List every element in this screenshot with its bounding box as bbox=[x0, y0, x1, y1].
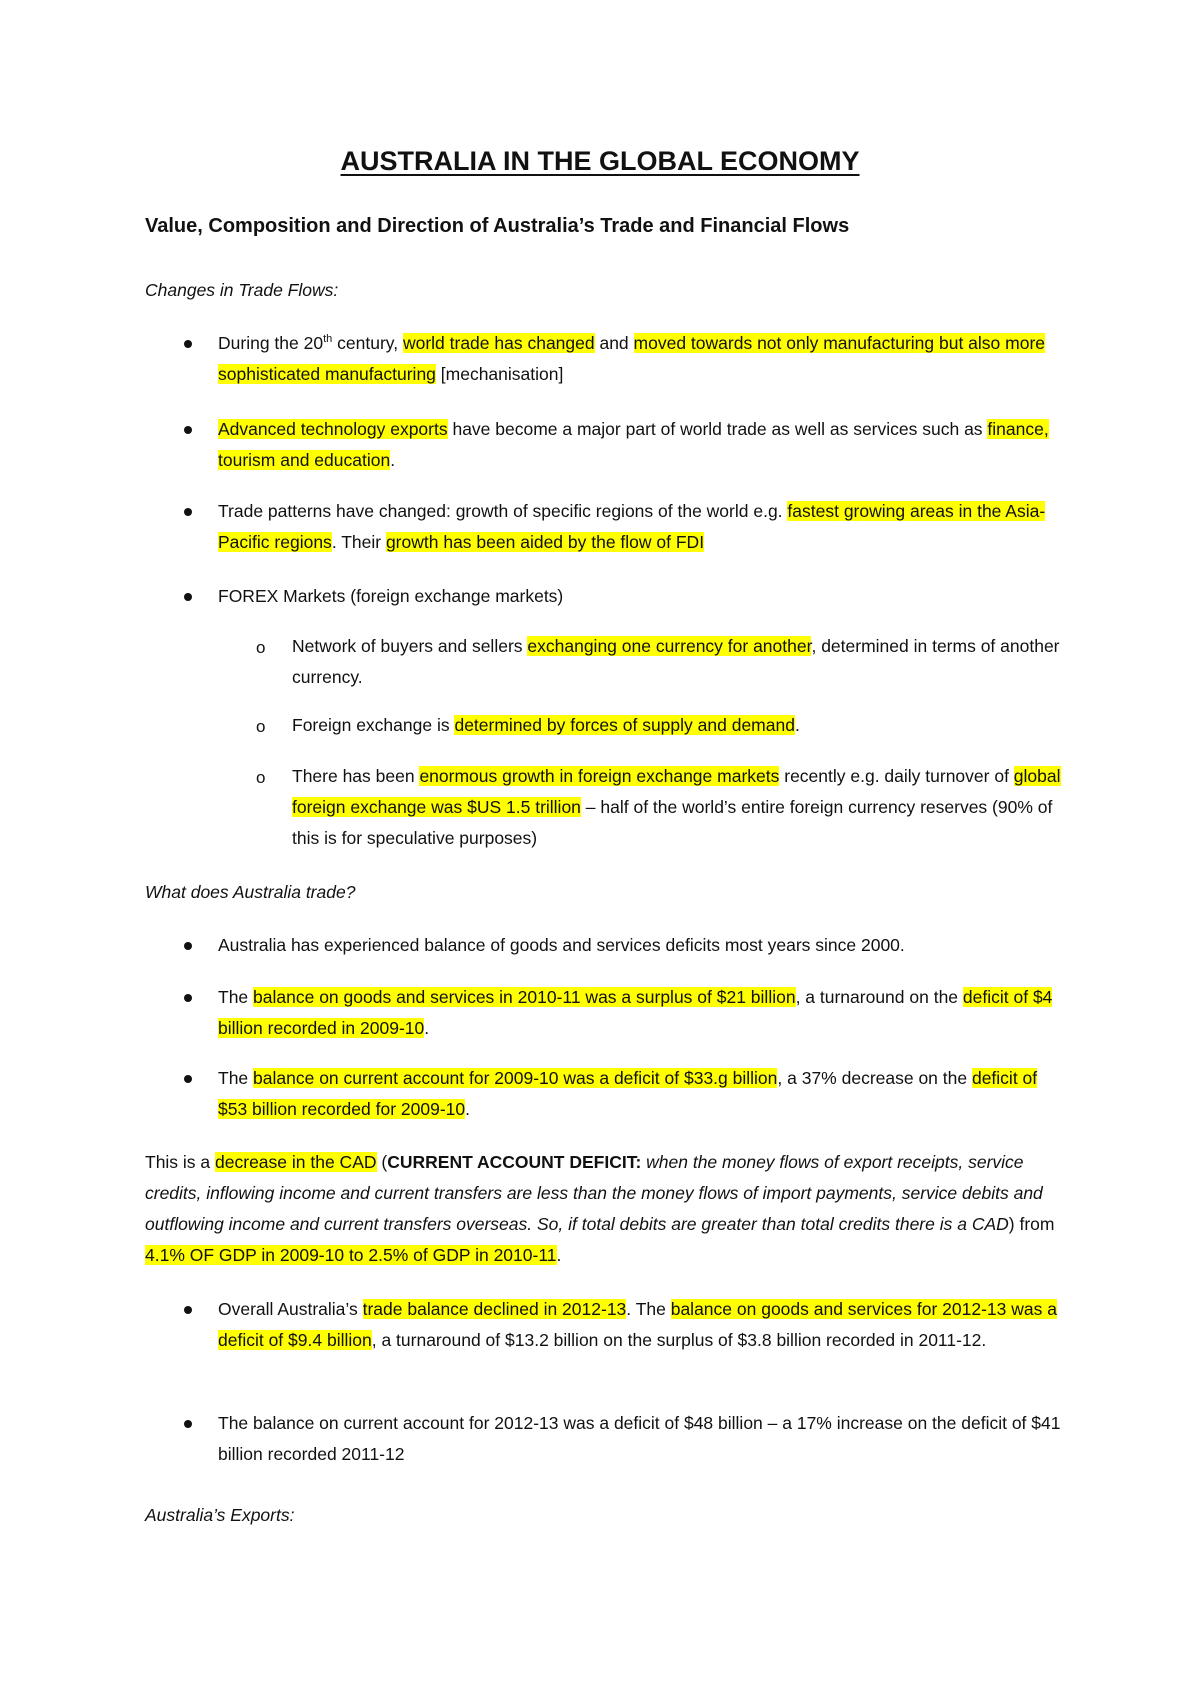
list-item-trade-patterns: Trade patterns have changed: growth of specific regions of the world e.g. fastest growing areas in the Asia-Pacific regions. Their growth has been aided by the flow of FDI bbox=[218, 501, 1046, 552]
bullet-marker bbox=[184, 426, 192, 434]
bullet-marker bbox=[184, 994, 192, 1002]
list-item-trade-balance-2012: Overall Australia’s trade balance declined in 2012-13. The balance on goods and services for 2012-13 was a deficit of $9.4 billion, a turnaround of $13.2 billion on the surplus of $3.8 billion recorded in 2011-12. bbox=[218, 1299, 1057, 1350]
section-heading-what-trade: What does Australia trade? bbox=[145, 882, 356, 902]
list-item-forex-markets: FOREX Markets (foreign exchange markets) bbox=[218, 586, 564, 606]
sub-list-item-growth: There has been enormous growth in foreign exchange markets recently e.g. daily turnover of global foreign exchange was $US 1.5 trillion – half of the world’s entire foreign currency reserves (90% of this is for speculative purposes) bbox=[292, 766, 1061, 848]
paragraph-cad-definition: This is a decrease in the CAD (CURRENT ACCOUNT DEFICIT: when the money flows of export receipts, service credits, inflowing income and current transfers are less than the money flows of import payments, service debits and outflowing income and current transfers overseas. So, if total debits are greater than total credits there is a CAD) from 4.1% OF GDP in 2009-10 to 2.5% of GDP in 2010-11. bbox=[145, 1152, 1055, 1265]
sub-bullet-marker: o bbox=[256, 768, 266, 787]
sub-bullet-marker: o bbox=[256, 638, 266, 657]
sub-list-item-supply-demand: Foreign exchange is determined by forces of supply and demand. bbox=[292, 715, 800, 735]
list-item-current-account-2012: The balance on current account for 2012-13 was a deficit of $48 billion – a 17% increase on the deficit of $41 billion recorded 2011-12 bbox=[218, 1413, 1061, 1464]
sub-bullet-marker: o bbox=[256, 717, 266, 736]
list-item-technology-exports: Advanced technology exports have become a major part of world trade as well as services such as finance, tourism and education. bbox=[218, 419, 1049, 470]
list-item-deficits: Australia has experienced balance of goods and services deficits most years since 2000. bbox=[218, 935, 905, 955]
bullet-marker bbox=[184, 340, 192, 348]
document-subtitle: Value, Composition and Direction of Australia’s Trade and Financial Flows bbox=[145, 215, 850, 237]
list-item-world-trade: During the 20th century, world trade has changed and moved towards not only manufacturing but also more sophisticated manufacturing [mechanisation] bbox=[218, 333, 1046, 384]
sub-list-item-network: Network of buyers and sellers exchanging one currency for another, determined in terms of another currency. bbox=[292, 636, 1060, 687]
document-title: AUSTRALIA IN THE GLOBAL ECONOMY bbox=[340, 146, 860, 176]
section-heading-exports: Australia’s Exports: bbox=[145, 1505, 295, 1525]
section-heading-trade-flows: Changes in Trade Flows: bbox=[145, 280, 339, 300]
bullet-marker bbox=[184, 1306, 192, 1314]
bullet-marker bbox=[184, 1420, 192, 1428]
bullet-marker bbox=[184, 508, 192, 516]
list-item-balance-goods: The balance on goods and services in 2010-11 was a surplus of $21 billion, a turnaround on the deficit of $4 billion recorded in 2009-10. bbox=[218, 987, 1053, 1038]
bullet-marker bbox=[184, 1075, 192, 1083]
list-item-current-account: The balance on current account for 2009-10 was a deficit of $33.g billion, a 37% decrease on the deficit of $53 billion recorded for 2009-10. bbox=[218, 1068, 1038, 1119]
bullet-marker bbox=[184, 593, 192, 601]
bullet-marker bbox=[184, 942, 192, 950]
